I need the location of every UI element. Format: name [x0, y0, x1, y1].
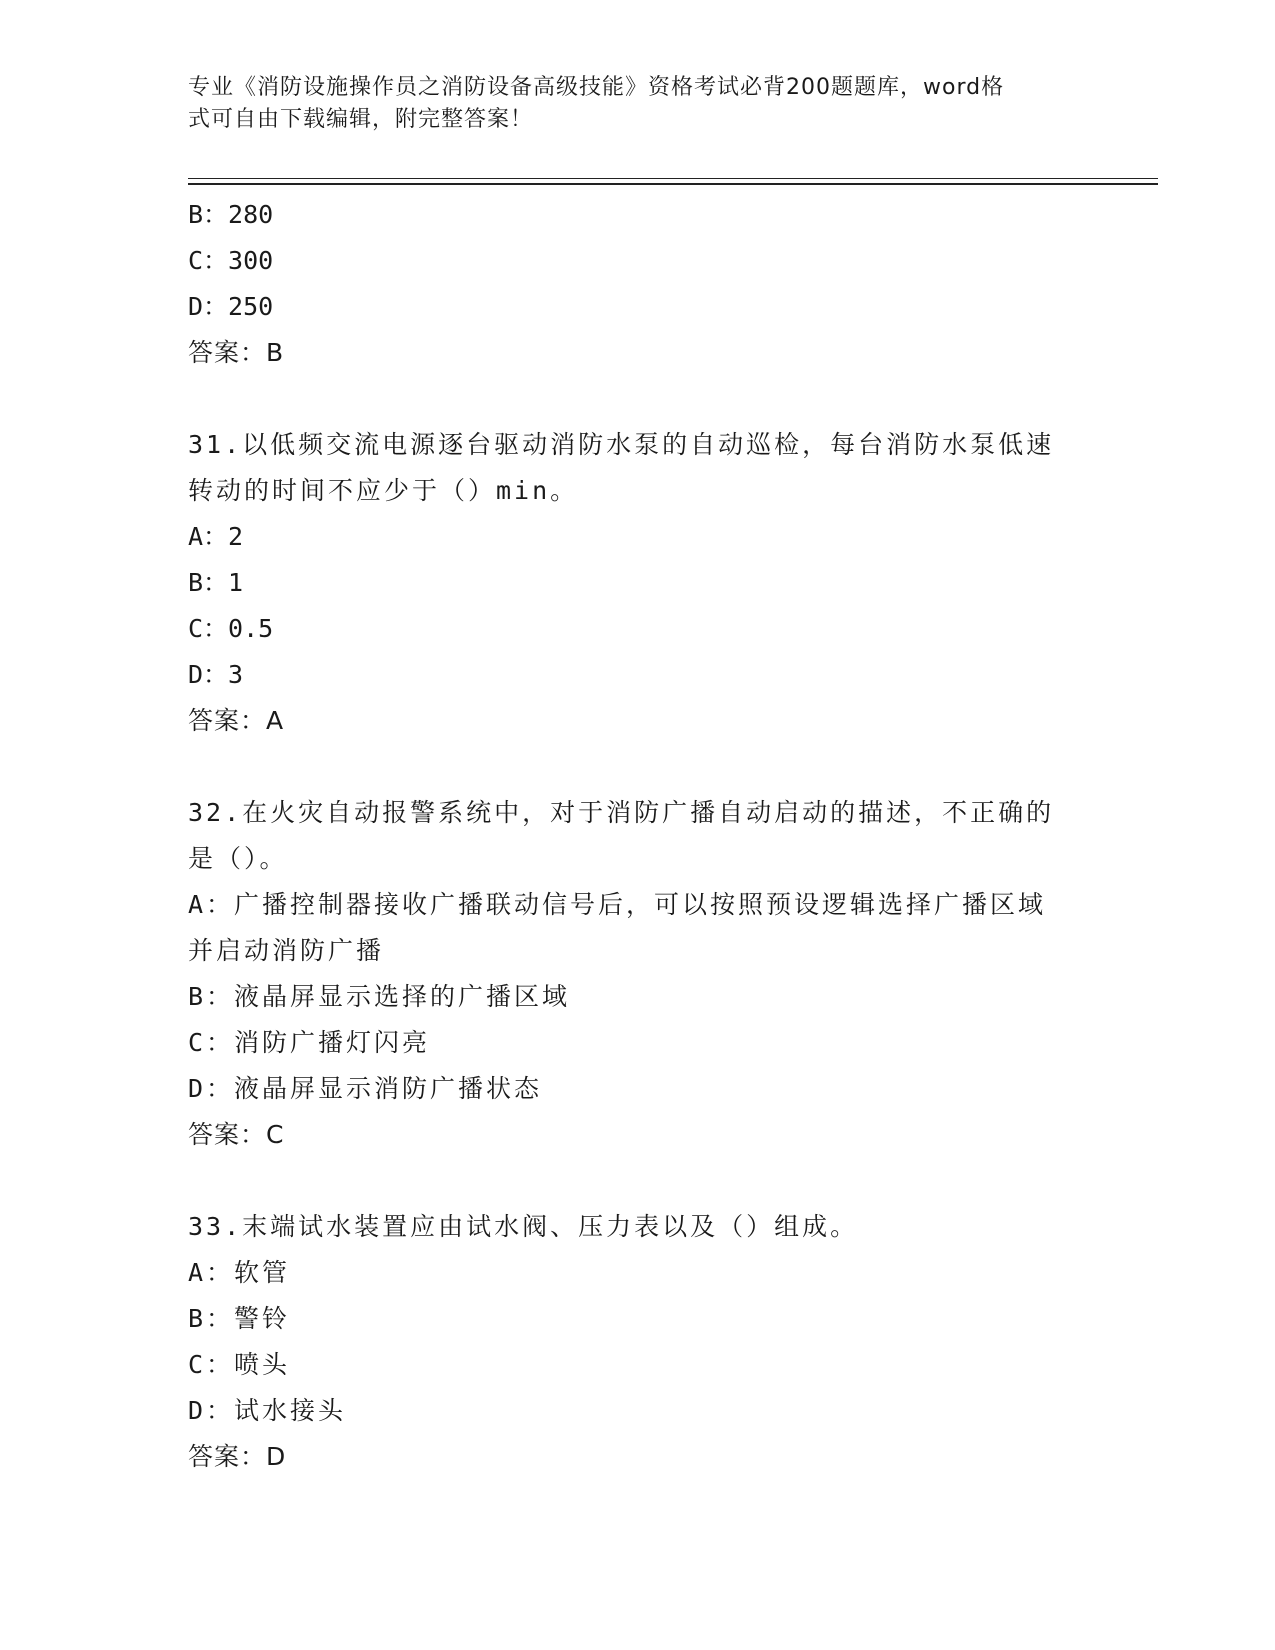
question-31	[188, 422, 1088, 744]
question-text: 33.末端试水装置应由试水阀、压力表以及（）组成。	[188, 1212, 859, 1241]
question-text: 是（）。	[188, 844, 288, 873]
option-a-continued: 并启动消防广播	[188, 936, 385, 965]
option-a: A：软管	[188, 1258, 291, 1287]
option-c: C：喷头	[188, 1350, 291, 1379]
question-text: 31.以低频交流电源逐台驱动消防水泵的自动巡检，每台消防水泵低速	[188, 430, 1055, 459]
spacer	[188, 376, 1088, 422]
header-divider-thick	[188, 183, 1158, 185]
option-b: B：液晶屏显示选择的广播区域	[188, 982, 571, 1011]
answer: 答案：A	[188, 706, 285, 735]
option-d: D：试水接头	[188, 1396, 347, 1425]
option-a: A：2	[188, 522, 244, 551]
question-33	[188, 1204, 1088, 1480]
option-d: D：液晶屏显示消防广播状态	[188, 1074, 543, 1103]
option-b: B：警铃	[188, 1304, 291, 1333]
prev-question	[188, 192, 1088, 376]
header-line-1: 专业《消防设施操作员之消防设备高级技能》资格考试必背200题题库，word格	[188, 75, 1005, 100]
option-b: B：1	[188, 568, 244, 597]
answer: 答案：C	[188, 1120, 285, 1149]
header-divider-thin	[188, 178, 1158, 179]
option-d: D：250	[188, 292, 274, 321]
question-32	[188, 790, 1088, 1158]
document-header	[188, 72, 1068, 136]
option-c: C：消防广播灯闪亮	[188, 1028, 431, 1057]
spacer	[188, 1158, 1088, 1204]
question-text: 转动的时间不应少于（）min。	[188, 476, 579, 505]
question-text: 32.在火灾自动报警系统中，对于消防广播自动启动的描述，不正确的	[188, 798, 1055, 827]
header-line-2: 式可自由下载编辑，附完整答案！	[188, 107, 534, 132]
option-b: B：280	[188, 200, 274, 229]
option-c: C：300	[188, 246, 274, 275]
option-a: A：广播控制器接收广播联动信号后，可以按照预设逻辑选择广播区域	[188, 890, 1047, 919]
question-list	[188, 192, 1088, 1480]
option-d: D：3	[188, 660, 244, 689]
answer: 答案：B	[188, 338, 285, 367]
spacer	[188, 744, 1088, 790]
option-c: C：0.5	[188, 614, 274, 643]
answer: 答案：D	[188, 1442, 287, 1471]
